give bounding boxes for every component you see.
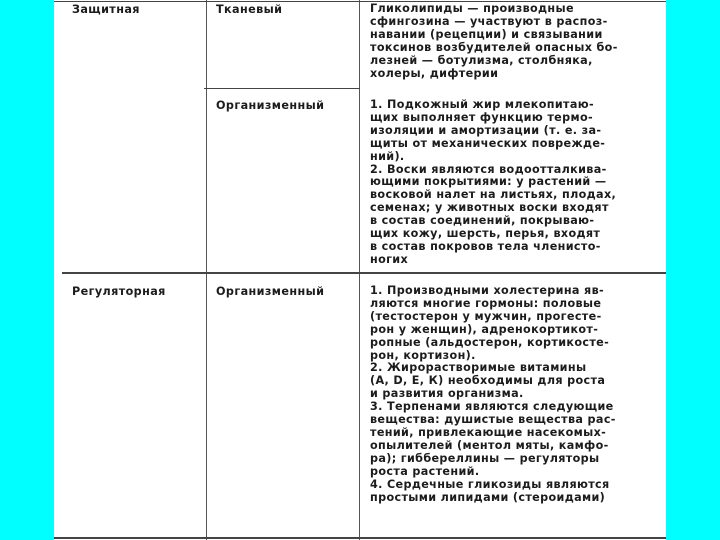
bottom-border: [54, 537, 666, 539]
row-3-function: Регуляторная: [72, 285, 166, 298]
column-divider-2: [359, 0, 360, 540]
row-divider-main: [62, 272, 666, 274]
row-3-level: Организменный: [216, 285, 325, 298]
row-1-description: Гликолипиды — производные сфингозина — участвуют в распоз- навании (рецепции) и связывании токсинов возбудителей опасных бо- лезней — ботулизма, столбняка, холеры, дифтерии: [370, 2, 618, 80]
row-1-function: Защитная: [72, 3, 140, 16]
column-divider-1: [206, 0, 207, 540]
row-divider-sublevel: [204, 88, 360, 89]
top-border: [54, 1, 666, 2]
row-2-description: 1. Подкожный жир млекопитаю- щих выполняет функцию термо- изоляции и амортизации (т. е. за- щиты от механических поврежде- ний). 2. Воски являются водоотталкива- ющими покрытиями: у растений — восковой налет на листьях, плодах, семенах; у животных воски входят в состав соединений, покрываю- щих кожу, шерсть, перья, входят в состав покровов тела членисто- ногих: [370, 98, 617, 266]
scanned-table-page: [54, 0, 666, 540]
row-3-description: 1. Производными холестерина яв- ляются многие гормоны: половые (тестостерон у мужчин, прогесте- рон у женщин), адренокортикот- ропные (альдостерон, кортикосте- рон, кортизон). 2. Жирорастворимые витамины (А, D, Е, К) необходимы для роста и развития организма. 3. Терпенами являются следующие вещества: душистые вещества рас- тений, привлекающие насекомых- опылителей (ментол мяты, камфо- ра); гиббереллины — регуляторы роста растений. 4. Сердечные гликозиды являются простыми липидами (стероидами): [370, 284, 616, 504]
row-1-level: Тканевый: [216, 3, 283, 16]
row-2-level: Организменный: [216, 99, 325, 112]
